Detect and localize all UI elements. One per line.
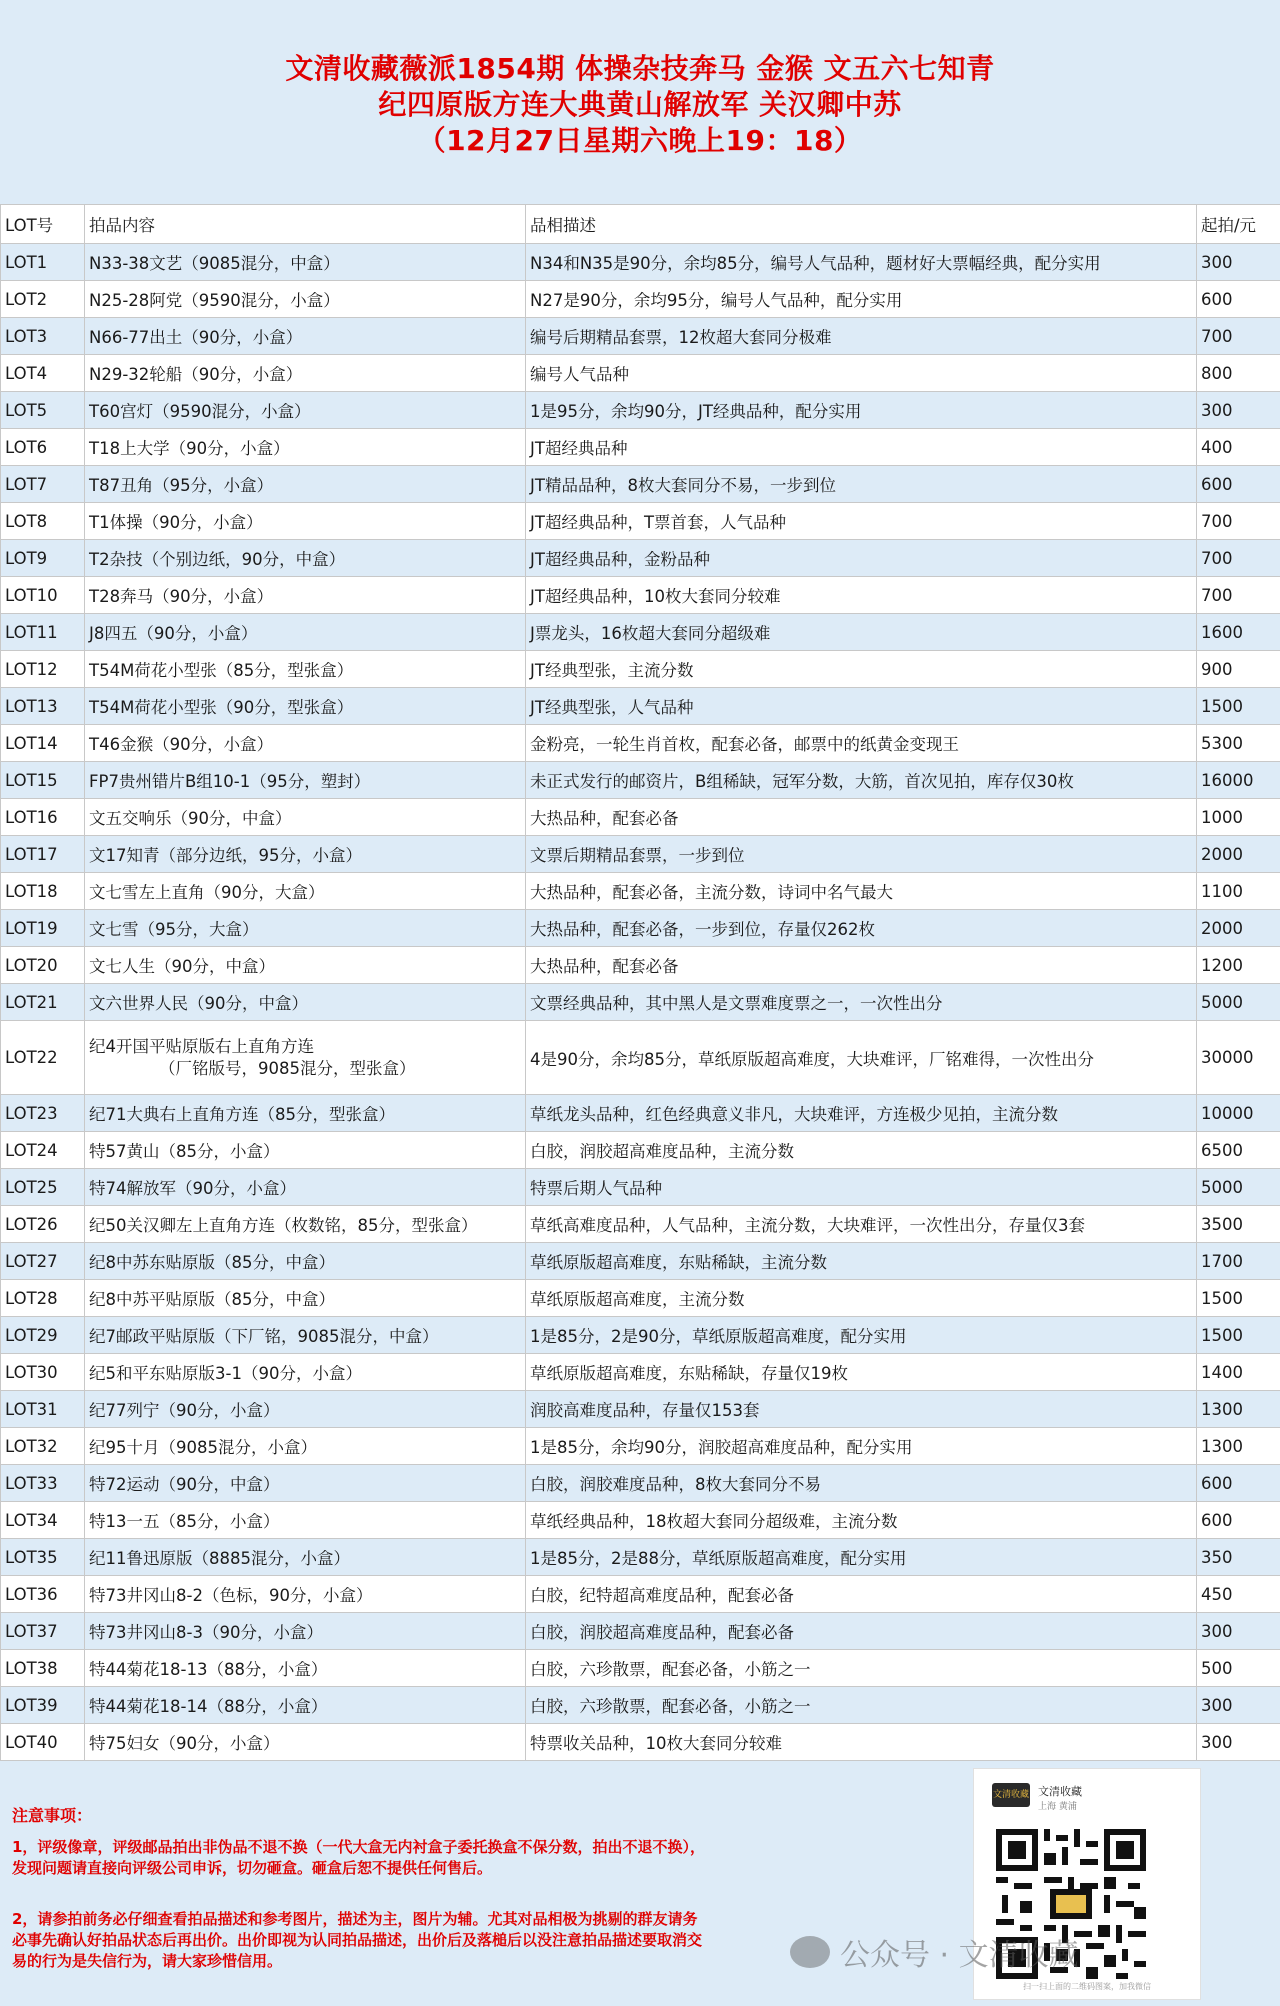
item-cell: 文六世界人民（90分，中盒） [85,984,526,1021]
price-cell: 1100 [1197,873,1280,910]
page-header [0,0,1280,204]
lot-cell: LOT36 [1,1576,85,1613]
price-cell: 800 [1197,355,1280,392]
item-cell: 特57黄山（85分，小盒） [85,1132,526,1169]
desc-cell: 草纸原版超高难度，东贴稀缺，存量仅19枚 [526,1354,1197,1391]
header-item: 拍品内容 [85,205,526,244]
price-cell: 2000 [1197,910,1280,947]
price-cell: 1200 [1197,947,1280,984]
item-cell: 特44菊花18-13（88分，小盒） [85,1650,526,1687]
table-row [1,1724,1280,1761]
price-cell: 1000 [1197,799,1280,836]
lot-cell: LOT29 [1,1317,85,1354]
item-cell: 纪71大典右上直角方连（85分，型张盒） [85,1095,526,1132]
table-row [1,725,1280,762]
lot-cell: LOT22 [1,1021,85,1095]
lot-cell: LOT11 [1,614,85,651]
desc-cell: JT超经典品种，10枚大套同分较难 [526,577,1197,614]
desc-cell: 文票经典品种，其中黑人是文票难度票之一，一次性出分 [526,984,1197,1021]
table-row [1,799,1280,836]
item-cell: 纪77列宁（90分，小盒） [85,1391,526,1428]
desc-cell: 文票后期精品套票，一步到位 [526,836,1197,873]
desc-cell: 白胶，纪特超高难度品种，配套必备 [526,1576,1197,1613]
table-row [1,614,1280,651]
price-cell: 5000 [1197,984,1280,1021]
item-cell: T60宫灯（9590混分，小盒） [85,392,526,429]
price-cell: 2000 [1197,836,1280,873]
lot-cell: LOT37 [1,1613,85,1650]
notes-item-1: 1，评级像章，评级邮品拍出非伪品不退不换（一代大盒无内衬盒子委托换盒不保分数，拍出不退不换），发现问题请直接向评级公司申诉，切勿砸盒。砸盒后恕不提供任何售后。 [12,1838,705,1877]
lot-cell: LOT9 [1,540,85,577]
table-row [1,947,1280,984]
table-row [1,1428,1280,1465]
lot-cell: LOT26 [1,1206,85,1243]
table-row [1,503,1280,540]
lot-cell: LOT31 [1,1391,85,1428]
header-desc: 品相描述 [526,205,1197,244]
price-cell: 400 [1197,429,1280,466]
table-row [1,1243,1280,1280]
table-row [1,318,1280,355]
price-cell: 600 [1197,1502,1280,1539]
shop-location: 上海 黄浦 [1038,1802,1077,1812]
header-price: 起拍/元 [1197,205,1280,244]
price-cell: 450 [1197,1576,1280,1613]
price-cell: 700 [1197,577,1280,614]
price-cell: 600 [1197,1465,1280,1502]
table-row [1,651,1280,688]
lot-cell: LOT27 [1,1243,85,1280]
title-line-1: 文清收藏薇派1854期 体操杂技奔马 金猴 文五六七知青 [285,52,995,85]
item-cell: T1体操（90分，小盒） [85,503,526,540]
lot-cell: LOT23 [1,1095,85,1132]
item-cell: 纪7邮政平贴原版（下厂铭，9085混分，中盒） [85,1317,526,1354]
lot-cell: LOT3 [1,318,85,355]
table-row [1,1613,1280,1650]
price-cell: 300 [1197,1724,1280,1761]
lot-cell: LOT4 [1,355,85,392]
title-line-3: （12月27日星期六晚上19：18） [417,124,863,157]
item-cell: T18上大学（90分，小盒） [85,429,526,466]
table-row [1,1206,1280,1243]
table-row [1,910,1280,947]
desc-cell: JT经典型张，主流分数 [526,651,1197,688]
lot-cell: LOT6 [1,429,85,466]
item-cell: 纪5和平东贴原版3-1（90分，小盒） [85,1354,526,1391]
price-cell: 6500 [1197,1132,1280,1169]
desc-cell: N34和N35是90分，余均85分，编号人气品种，题材好大票幅经典，配分实用 [526,244,1197,281]
lot-cell: LOT38 [1,1650,85,1687]
lot-cell: LOT13 [1,688,85,725]
lot-cell: LOT12 [1,651,85,688]
table-row [1,1391,1280,1428]
lot-cell: LOT19 [1,910,85,947]
price-cell: 300 [1197,1687,1280,1724]
lot-cell: LOT1 [1,244,85,281]
desc-cell: JT超经典品种 [526,429,1197,466]
desc-cell: 草纸原版超高难度，东贴稀缺，主流分数 [526,1243,1197,1280]
desc-cell: JT超经典品种，金粉品种 [526,540,1197,577]
item-cell: 特74解放军（90分，小盒） [85,1169,526,1206]
desc-cell: 大热品种，配套必备，主流分数，诗词中名气最大 [526,873,1197,910]
price-cell: 300 [1197,392,1280,429]
price-cell: 900 [1197,651,1280,688]
price-cell: 5300 [1197,725,1280,762]
lot-cell: LOT28 [1,1280,85,1317]
table-row [1,1317,1280,1354]
desc-cell: JT超经典品种，T票首套，人气品种 [526,503,1197,540]
item-cell: 特75妇女（90分，小盒） [85,1724,526,1761]
table-row [1,836,1280,873]
item-cell: 特73井冈山8-3（90分，小盒） [85,1613,526,1650]
lot-cell: LOT25 [1,1169,85,1206]
item-cell: 文七雪（95分，大盒） [85,910,526,947]
table-row [1,540,1280,577]
item-cell: N25-28阿党（9590混分，小盒） [85,281,526,318]
item-cell: 纪50关汉卿左上直角方连（枚数铭，85分，型张盒） [85,1206,526,1243]
table-row [1,1354,1280,1391]
price-cell: 300 [1197,244,1280,281]
lot-cell: LOT24 [1,1132,85,1169]
shop-name: 文清收藏 [1038,1785,1082,1798]
price-cell: 600 [1197,281,1280,318]
table-row [1,1169,1280,1206]
desc-cell: 大热品种，配套必备 [526,947,1197,984]
desc-cell: 草纸经典品种，18枚超大套同分超级难，主流分数 [526,1502,1197,1539]
price-cell: 1500 [1197,688,1280,725]
item-cell: 纪8中苏平贴原版（85分，中盒） [85,1280,526,1317]
price-cell: 300 [1197,1613,1280,1650]
desc-cell: 草纸高难度品种，人气品种，主流分数，大块难评，一次性出分，存量仅3套 [526,1206,1197,1243]
item-cell [85,1021,526,1095]
item-cell: T46金猴（90分，小盒） [85,725,526,762]
lot-cell: LOT8 [1,503,85,540]
price-cell: 1700 [1197,1243,1280,1280]
desc-cell: 白胶，六珍散票，配套必备，小筋之一 [526,1687,1197,1724]
item-cell: N66-77出土（90分，小盒） [85,318,526,355]
item-cell: T28奔马（90分，小盒） [85,577,526,614]
lot-cell: LOT10 [1,577,85,614]
item-cell: FP7贵州错片B组10-1（95分，塑封） [85,762,526,799]
item-cell: 特73井冈山8-2（色标，90分，小盒） [85,1576,526,1613]
lot-cell: LOT20 [1,947,85,984]
lot-cell: LOT33 [1,1465,85,1502]
item-cell: N29-32轮船（90分，小盒） [85,355,526,392]
title-line-2: 纪四原版方连大典黄山解放军 关汉卿中苏 [378,88,902,121]
table-row [1,1539,1280,1576]
desc-cell: 大热品种，配套必备，一步到位，存量仅262枚 [526,910,1197,947]
price-cell: 500 [1197,1650,1280,1687]
desc-cell: 白胶，润胶难度品种，8枚大套同分不易 [526,1465,1197,1502]
desc-cell: 草纸原版超高难度，主流分数 [526,1280,1197,1317]
table-row [1,1280,1280,1317]
lot-cell: LOT18 [1,873,85,910]
lot-cell: LOT14 [1,725,85,762]
item-cell: 文五交响乐（90分，中盒） [85,799,526,836]
item-line-2: （厂铭版号，9085混分，型张盒） [159,1058,416,1078]
price-cell: 5000 [1197,1169,1280,1206]
table-row [1,1021,1280,1095]
item-cell: 纪11鲁迅原版（8885混分，小盒） [85,1539,526,1576]
table-row [1,577,1280,614]
notes-title: 注意事项： [12,1806,93,1825]
price-cell: 350 [1197,1539,1280,1576]
item-cell: T2杂技（个别边纸，90分，中盒） [85,540,526,577]
item-cell: T87丑角（95分，小盒） [85,466,526,503]
item-cell: N33-38文艺（9085混分，中盒） [85,244,526,281]
watermark [790,1930,1079,1974]
table-row [1,762,1280,799]
wechat-icon [790,1936,830,1968]
desc-cell: 1是85分，2是88分，草纸原版超高难度，配分实用 [526,1539,1197,1576]
desc-cell: 白胶，六珍散票，配套必备，小筋之一 [526,1650,1197,1687]
table-row [1,355,1280,392]
price-cell: 700 [1197,540,1280,577]
notes-item-2: 2，请参拍前务必仔细查看拍品描述和参考图片，描述为主，图片为辅。尤其对品相极为挑剔的群友请务必事先确认好拍品状态后再出价。出价即视为认同拍品描述，出价后及落槌后以没注意拍品描述要取消交易的行为是失信行为，请大家珍惜信用。 [12,1910,703,1970]
item-cell: 文七雪左上直角（90分，大盒） [85,873,526,910]
table-row [1,688,1280,725]
lot-cell: LOT17 [1,836,85,873]
price-cell: 1400 [1197,1354,1280,1391]
desc-cell: 金粉亮，一轮生肖首枚，配套必备，邮票中的纸黄金变现王 [526,725,1197,762]
table-row [1,1650,1280,1687]
table-header-row [1,205,1280,244]
price-cell: 1300 [1197,1391,1280,1428]
table-row [1,429,1280,466]
item-line-1: 纪4开国平贴原版右上直角方连 [89,1036,314,1056]
table-row [1,984,1280,1021]
table-row [1,1132,1280,1169]
table-row [1,1502,1280,1539]
desc-cell: N27是90分，余均95分，编号人气品种，配分实用 [526,281,1197,318]
header-lot: LOT号 [1,205,85,244]
desc-cell: JT精品品种，8枚大套同分不易，一步到位 [526,466,1197,503]
item-cell: 特13一五（85分，小盒） [85,1502,526,1539]
item-cell: 文17知青（部分边纸，95分，小盒） [85,836,526,873]
shop-logo: 文清收藏 [992,1783,1030,1807]
item-cell: T54M荷花小型张（90分，型张盒） [85,688,526,725]
lot-cell: LOT21 [1,984,85,1021]
table-row [1,1465,1280,1502]
item-cell: 纪8中苏东贴原版（85分，中盒） [85,1243,526,1280]
table-row [1,1687,1280,1724]
desc-cell: 白胶，润胶超高难度品种，主流分数 [526,1132,1197,1169]
lot-cell: LOT40 [1,1724,85,1761]
lot-cell: LOT32 [1,1428,85,1465]
item-cell: 特72运动（90分，中盒） [85,1465,526,1502]
price-cell: 1600 [1197,614,1280,651]
lot-cell: LOT30 [1,1354,85,1391]
desc-cell: JT经典型张，人气品种 [526,688,1197,725]
table-row [1,466,1280,503]
price-cell: 700 [1197,318,1280,355]
desc-cell: 润胶高难度品种，存量仅153套 [526,1391,1197,1428]
desc-cell: 未正式发行的邮资片，B组稀缺，冠军分数，大筋，首次见拍，库存仅30枚 [526,762,1197,799]
price-cell: 1500 [1197,1280,1280,1317]
price-cell: 600 [1197,466,1280,503]
lot-cell: LOT35 [1,1539,85,1576]
item-cell: J8四五（90分，小盒） [85,614,526,651]
table-row [1,1095,1280,1132]
item-cell: 特44菊花18-14（88分，小盒） [85,1687,526,1724]
lot-cell: LOT5 [1,392,85,429]
price-cell: 1300 [1197,1428,1280,1465]
desc-cell: 编号后期精品套票，12枚超大套同分极难 [526,318,1197,355]
desc-cell: 草纸龙头品种，红色经典意义非凡，大块难评，方连极少见拍，主流分数 [526,1095,1197,1132]
price-cell: 700 [1197,503,1280,540]
desc-cell: 1是85分，余均90分，润胶超高难度品种，配分实用 [526,1428,1197,1465]
desc-cell: 4是90分，余均85分，草纸原版超高难度，大块难评，厂铭难得，一次性出分 [526,1021,1197,1095]
item-cell: T54M荷花小型张（85分，型张盒） [85,651,526,688]
desc-cell: 特票收关品种，10枚大套同分较难 [526,1724,1197,1761]
qr-caption: 扫一扫上面的二维码图案，加我微信 [1023,1982,1151,1991]
price-cell: 3500 [1197,1206,1280,1243]
table-row [1,1576,1280,1613]
lot-cell: LOT2 [1,281,85,318]
lot-cell: LOT15 [1,762,85,799]
desc-cell: 白胶，润胶超高难度品种，配套必备 [526,1613,1197,1650]
item-cell: 纪95十月（9085混分，小盒） [85,1428,526,1465]
item-cell: 文七人生（90分，中盒） [85,947,526,984]
price-cell: 10000 [1197,1095,1280,1132]
watermark-text: 公众号 · 文清收藏 [840,1938,1079,1973]
lot-cell: LOT34 [1,1502,85,1539]
desc-cell: 1是85分，2是90分，草纸原版超高难度，配分实用 [526,1317,1197,1354]
lot-cell: LOT7 [1,466,85,503]
desc-cell: 编号人气品种 [526,355,1197,392]
desc-cell: 1是95分，余均90分，JT经典品种，配分实用 [526,392,1197,429]
desc-cell: 特票后期人气品种 [526,1169,1197,1206]
lot-table [0,204,1280,1761]
table-row [1,281,1280,318]
price-cell: 1500 [1197,1317,1280,1354]
lot-cell: LOT16 [1,799,85,836]
lot-cell: LOT39 [1,1687,85,1724]
table-row [1,392,1280,429]
table-row [1,873,1280,910]
price-cell: 16000 [1197,762,1280,799]
table-row [1,244,1280,281]
price-cell: 30000 [1197,1021,1280,1095]
desc-cell: 大热品种，配套必备 [526,799,1197,836]
desc-cell: J票龙头，16枚超大套同分超级难 [526,614,1197,651]
